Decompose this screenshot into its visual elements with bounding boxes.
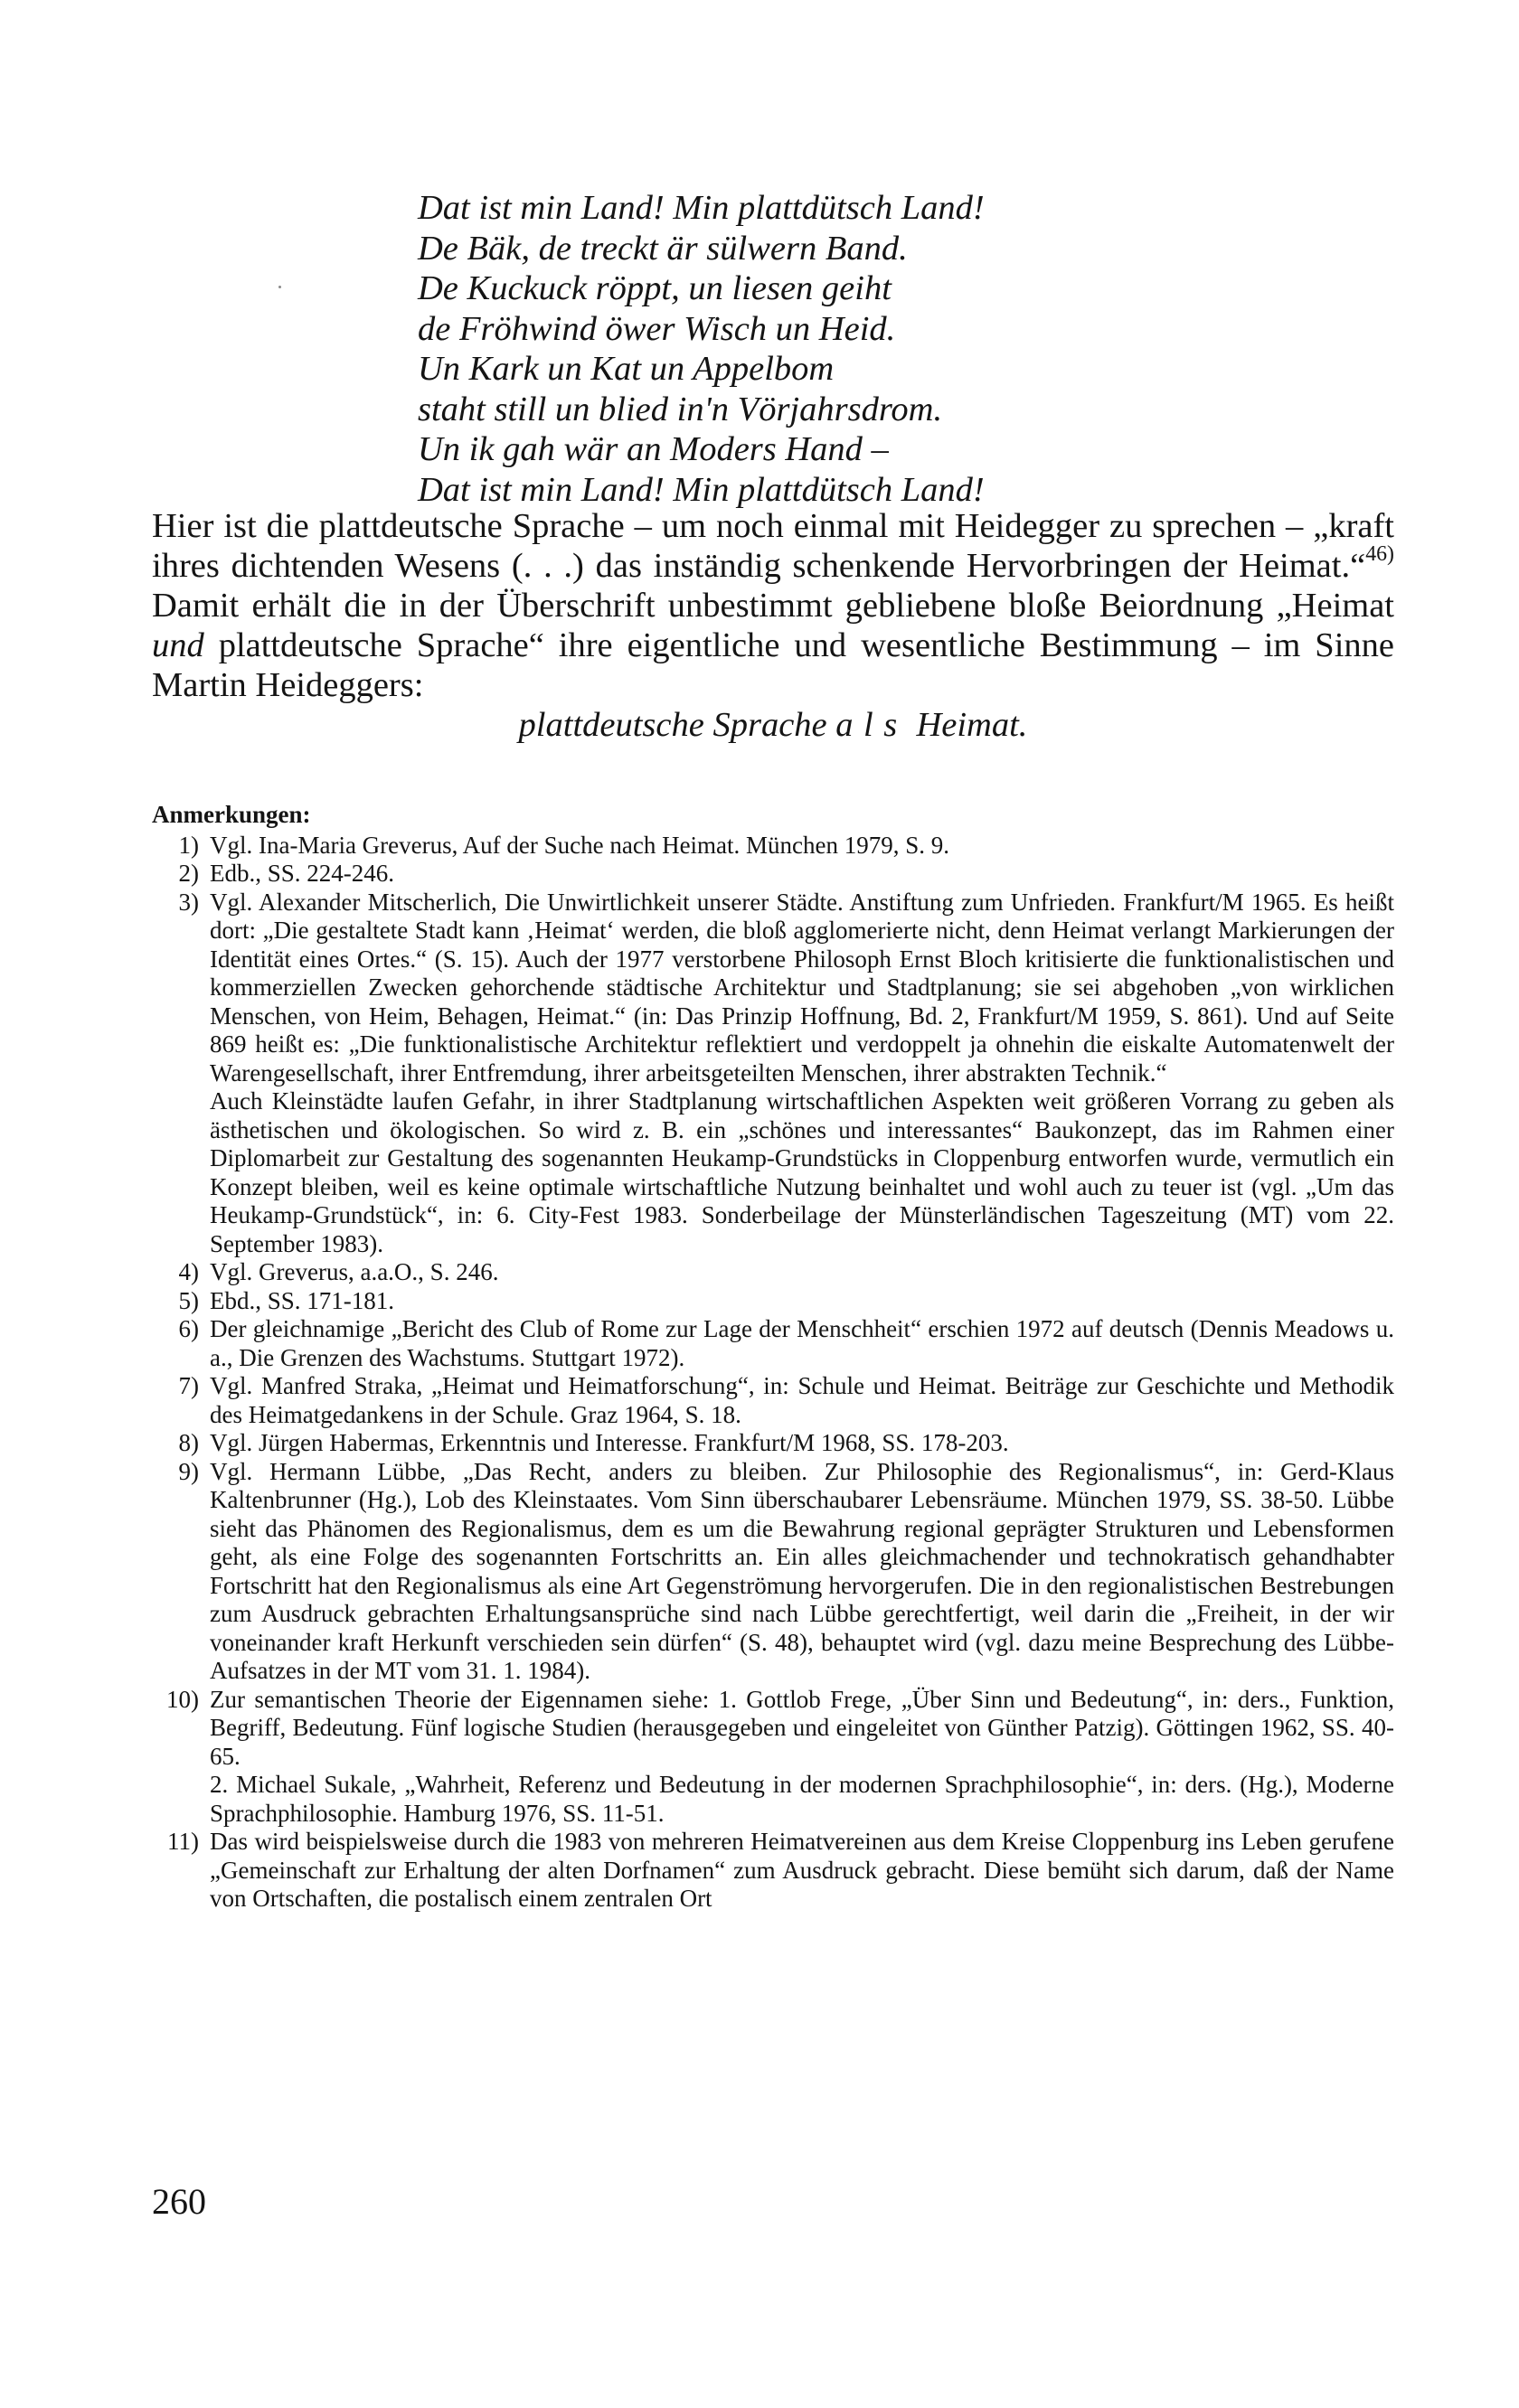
conclusion-part: plattdeutsche Sprache [518, 706, 836, 744]
footnote-number: 5) [178, 1286, 199, 1314]
footnote-number: 11) [167, 1828, 199, 1855]
footnote [152, 889, 1394, 1259]
conclusion-spaced: als [835, 706, 908, 744]
footnote [152, 860, 1394, 889]
footnote [152, 1287, 1394, 1316]
poem-line: staht still un blied in'n Vörjahrsdrom. [418, 390, 943, 428]
footnote-text-continued: 2. Michael Sukale, „Wahrheit, Referenz und Bedeutung in der modernen Sprachphilosophie“, in: ders. (Hg.), Moderne Sprachphilosophie. Hamburg 1976, SS. 11-51. [210, 1771, 1394, 1827]
footnote-text: Zur semantischen Theorie der Eigennamen siehe: 1. Gottlob Frege, „Über Sinn und Bedeutung“, in: ders., Funktion, Begriff, Bedeutung. Fünf logische Studien (herausgegeben und eingeleitet von Günther Patzig). Göttingen 1962, SS. 40-65. [210, 1685, 1394, 1770]
footnote-text: Vgl. Alexander Mitscherlich, Die Unwirtlichkeit unserer Städte. Anstiftung zum Unfrieden. Frankfurt/M 1965. Es heißt dort: „Die gestaltete Stadt kann ‚Heimat‘ werden, die bloß agglomerierte nicht, denn Heimat verlangt Markierungen der Identität eines Ortes.“ (S. 15). Auch der 1977 verstorbene Philosoph Ernst Bloch kritisierte die funktionalistischen und kommerziellen Zwecken gehorchende städtische Architektur und Stadtplanung; sie sei abgehoben „von wirklichen Menschen, von Heim, Behagen, Heimat.“ (in: Das Prinzip Hoffnung, Bd. 2, Frankfurt/M 1959, S. 861). Und auf Seite 869 heißt es: „Die funktionalistische Architektur reflektiert und verdoppelt ja ohnehin die eiskalte Automatenwelt der Warengesellschaft, ihrer Entfremdung, ihrer arbeitsgeteilten Menschen, ihrer abstrakten Technik.“ [210, 888, 1394, 1086]
footnote-text: Ebd., SS. 171-181. [210, 1286, 395, 1314]
footnote [152, 1258, 1394, 1287]
footnote-text: Vgl. Jürgen Habermas, Erkenntnis und Interesse. Frankfurt/M 1968, SS. 178-203. [210, 1429, 1009, 1456]
footnote-text: Vgl. Ina-Maria Greverus, Auf der Suche nach Heimat. München 1979, S. 9. [210, 831, 950, 859]
page-number: 260 [152, 2181, 206, 2222]
footnote-ref: 46) [1365, 542, 1394, 567]
footnote [152, 1372, 1394, 1429]
footnote-text: Edb., SS. 224-246. [210, 860, 395, 887]
footnote-number: 10) [166, 1685, 199, 1713]
footnote-number: 8) [178, 1429, 199, 1456]
poem-line: Dat ist min Land! Min plattdütsch Land! [418, 470, 985, 509]
footnote [152, 1429, 1394, 1458]
footnote-number: 9) [178, 1457, 199, 1485]
footnote-text: Vgl. Manfred Straka, „Heimat und Heimatforschung“, in: Schule und Heimat. Beiträge zur Geschichte und Methodik des Heimatgedankens in der Schule. Graz 1964, S. 18. [210, 1372, 1394, 1428]
footnote [152, 832, 1394, 861]
footnote-number: 6) [178, 1315, 199, 1342]
poem [418, 188, 1231, 510]
poem-line: de Fröhwind öwer Wisch un Heid. [418, 309, 896, 348]
poem-line: Dat ist min Land! Min plattdütsch Land! [418, 189, 985, 227]
poem-line: De Bäk, de treckt är sülwern Band. [418, 229, 908, 268]
footnotes [152, 801, 1394, 1914]
footnote-text-continued: Auch Kleinstädte laufen Gefahr, in ihrer Stadtplanung wirtschaftlichen Aspekten weit größeren Vorrang zu geben als ästhetischen und ökologischen. So wird z. B. ein „schönes und interessantes“ Baukonzept, das im Rahmen einer Diplomarbeit zur Gestaltung des sogenannten Heukamp-Grundstücks in Cloppenburg entworfen wurde, vermutlich ein Konzept bleiben, weil es keine optimale wirtschaftliche Nutzung beinhaltet und wohl auch zu teuer ist (vgl. „Um das Heukamp-Grundstück“, in: 6. City-Fest 1983. Sonderbeilage der Münsterländischen Tageszeitung (MT) vom 22. September 1983). [210, 1087, 1394, 1257]
footnote-number: 1) [178, 831, 199, 859]
body-text-part: Damit erhält die in der Überschrift unbestimmt gebliebene bloße Beiordnung „Heimat [152, 587, 1394, 625]
poem-line: Un Kark un Kat un Appelbom [418, 350, 835, 388]
body-text-part: Hier ist die plattdeutsche Sprache – um noch einmal mit Heidegger zu sprechen – „kraft ihres dichtenden Wesens (. . .) das inständig schenkende Hervorbringen der Heimat.“ [152, 507, 1394, 585]
body-text [152, 506, 1394, 745]
footnote-text: Vgl. Greverus, a.a.O., S. 246. [210, 1258, 499, 1285]
footnote-number: 4) [178, 1258, 199, 1285]
poem-line: Un ik gah wär an Moders Hand – [418, 430, 889, 468]
conclusion-line [152, 705, 1394, 745]
footnote [152, 1686, 1394, 1829]
footnotes-heading: Anmerkungen: [152, 801, 311, 828]
footnote [152, 1458, 1394, 1686]
stray-dot [278, 286, 281, 288]
poem-line: De Kuckuck röppt, un liesen geiht [418, 269, 892, 307]
footnote-text: Der gleichnamige „Bericht des Club of Rome zur Lage der Menschheit“ erschien 1972 auf deutsch (Dennis Meadows u. a., Die Grenzen des Wachstums. Stuttgart 1972). [210, 1315, 1394, 1371]
footnote-number: 3) [178, 888, 199, 916]
footnote-number: 2) [178, 860, 199, 887]
footnote [152, 1315, 1394, 1372]
body-text-part: plattdeutsche Sprache“ ihre eigentliche und wesentliche Bestimmung – im Sinne Martin Heideggers: [152, 626, 1394, 704]
body-emphasis: und [152, 626, 204, 664]
footnote-text: Das wird beispielsweise durch die 1983 von mehreren Heimatvereinen aus dem Kreise Cloppenburg ins Leben gerufene „Gemeinschaft zur Erhaltung der alten Dorfnamen“ zum Ausdruck gebracht. Diese bemüht sich darum, daß der Name von Ortschaften, die postalisch einem zentralen Ort [210, 1828, 1394, 1912]
body-paragraph [152, 506, 1394, 705]
footnote-text: Vgl. Hermann Lübbe, „Das Recht, anders zu bleiben. Zur Philosophie des Regionalismus“, in: Gerd-Klaus Kaltenbrunner (Hg.), Lob des Kleinstaates. Vom Sinn überschaubarer Lebensräume. München 1979, SS. 38-50. Lübbe sieht das Phänomen des Regionalismus, dem es um die Bewahrung regional geprägter Strukturen und Lebensformen geht, als eine Folge des sogenannten Fortschritts an. Ein alles gleichmachender und technokratisch gehandhabter Fortschritt hat den Regionalismus als eine Art Gegenströmung hervorgerufen. Die in den regionalistischen Bestrebungen zum Ausdruck gebrachten Erhaltungsansprüche sind nach Lübbe gerechtfertigt, weil darin die „Freiheit, in der wir voneinander kraft Herkunft verschieden sein dürfen“ (S. 48), behauptet wird (vgl. dazu meine Besprechung des Lübbe-Aufsatzes in der MT vom 31. 1. 1984). [210, 1457, 1394, 1684]
footnote [152, 1828, 1394, 1914]
conclusion-part: Heimat. [907, 706, 1028, 744]
footnote-number: 7) [178, 1372, 199, 1399]
